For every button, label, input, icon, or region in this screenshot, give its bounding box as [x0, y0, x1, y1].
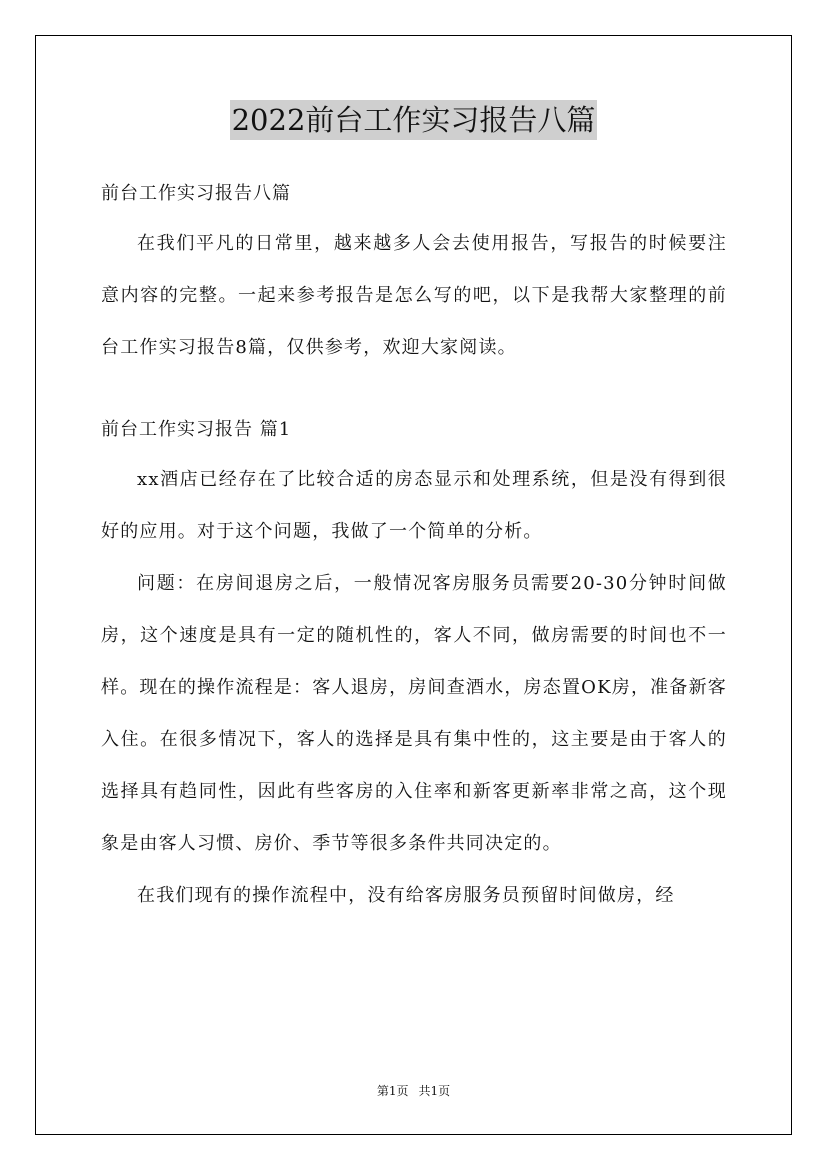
title-container — [0, 100, 827, 140]
body-paragraph: 问题：在房间退房之后，一般情况客房服务员需要20-30分钟时间做房，这个速度是具有一定的随机性的，客人不同，做房需要的时间也不一样。现在的操作流程是：客人退房，房间查酒水，房态置OK房，准备新客入住。在很多情况下，客人的选择是具有集中性的，这主要是由于客人的选择具有趋同性，因此有些客房的入住率和新客更新率非常之高，这个现象是由客人习惯、房价、季节等很多条件共同决定的。 — [101, 573, 727, 854]
page-number: 第1页 — [376, 1084, 409, 1098]
body-paragraph: 在我们现有的操作流程中，没有给客房服务员预留时间做房，经 — [137, 885, 675, 906]
intro-paragraph: 在我们平凡的日常里，越来越多人会去使用报告，写报告的时候要注意内容的完整。一起来参考报告是怎么写的吧，以下是我帮大家整理的前台工作实习报告8篇，仅供参考，欢迎大家阅读。 — [101, 233, 727, 358]
page-total: 共1页 — [418, 1084, 451, 1098]
document-subtitle: 前台工作实习报告八篇 — [101, 183, 291, 204]
body-paragraph: xx酒店已经存在了比较合适的房态显示和处理系统，但是没有得到很好的应用。对于这个问题，我做了一个简单的分析。 — [101, 469, 727, 542]
page-footer — [0, 1082, 827, 1100]
document-title: 2022前台工作实习报告八篇 — [230, 100, 598, 140]
document-body — [101, 170, 727, 922]
section-spacer — [101, 374, 727, 406]
section-heading: 前台工作实习报告 篇1 — [101, 419, 292, 440]
